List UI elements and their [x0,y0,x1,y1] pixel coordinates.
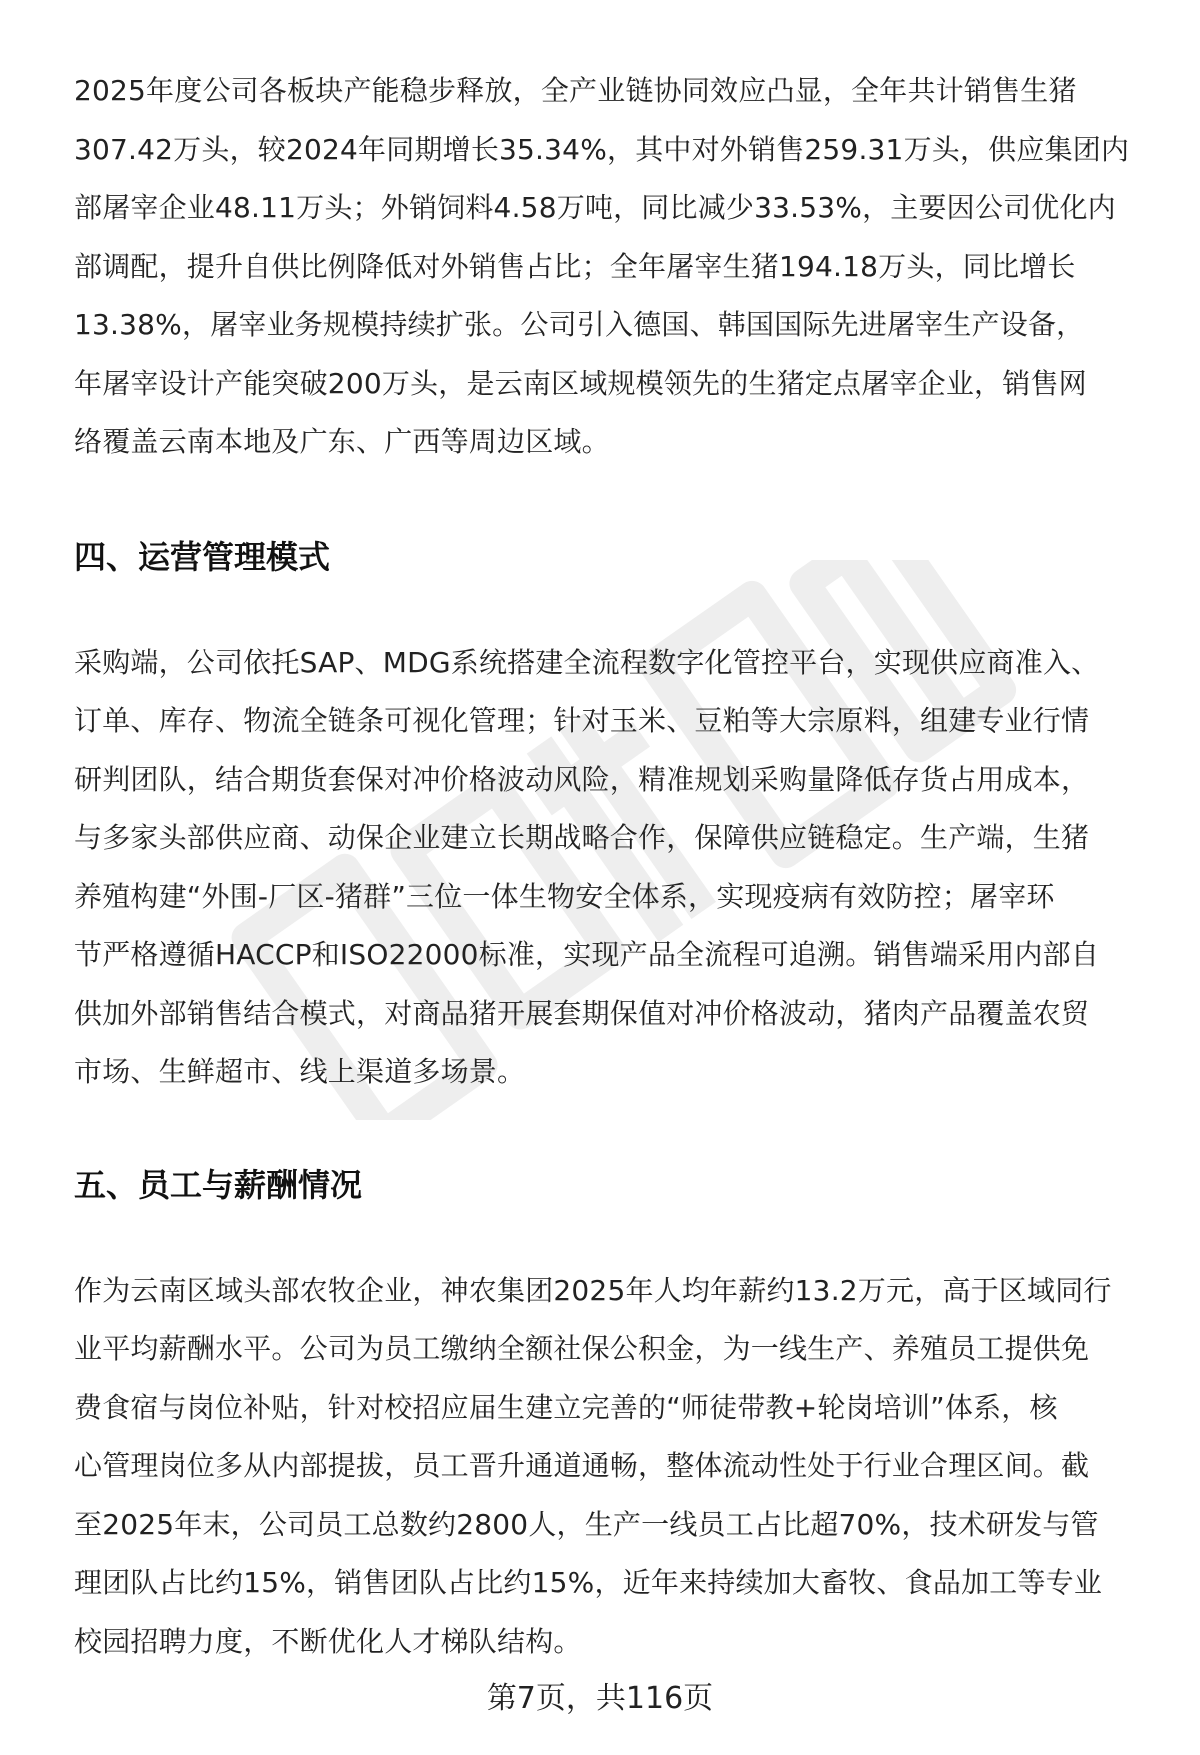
section4-paragraph [74,634,1154,1102]
text-line: 养殖构建“外围-厂区-猪群”三位一体生物安全体系，实现疫病有效防控；屠宰环 [74,879,1055,913]
text-line: 与多家头部供应商、动保企业建立长期战略合作，保障供应链稳定。生产端，生猪 [74,821,1090,854]
text-line: 供加外部销售结合模式，对商品猪开展套期保值对冲价格波动，猪肉产品覆盖农贸 [74,996,1090,1030]
text-line: 部调配，提升自供比例降低对外销售占比；全年屠宰生猪194.18万头，同比增长 [74,249,1076,283]
page-number: 第7页，共116页 [486,1681,714,1716]
section4-heading: 四、运营管理模式 [74,537,331,576]
section3-paragraph [74,62,1154,472]
document-body [74,62,1154,1671]
text-line: 费食宿与岗位补贴，针对校招应届生建立完善的“师徒带教+轮岗培训”体系，核 [74,1390,1058,1424]
text-line: 业平均薪酬水平。公司为员工缴纳全额社保公积金，为一线生产、养殖员工提供免 [74,1332,1090,1365]
text-line: 络覆盖云南本地及广东、广西等周边区域。 [74,425,610,458]
text-line: 节严格遵循HACCP和ISO22000标准，实现产品全流程可追溯。销售端采用内部自 [74,938,1100,971]
text-line: 至2025年末，公司员工总数约2800人，生产一线员工占比超70%，技术研发与管 [74,1507,1099,1541]
text-line: 理团队占比约15%，销售团队占比约15%，近年来持续加大畜牧、食品加工等专业 [74,1566,1103,1599]
text-line: 年屠宰设计产能突破200万头，是云南区域规模领先的生猪定点屠宰企业，销售网 [74,366,1087,400]
text-line: 校园招聘力度，不断优化人才梯队结构。 [74,1624,582,1658]
text-line: 采购端，公司依托SAP、MDG系统搭建全流程数字化管控平台，实现供应商准入、 [74,645,1100,679]
text-line: 订单、库存、物流全链条可视化管理；针对玉米、豆粕等大宗原料，组建专业行情 [74,704,1090,737]
text-line: 市场、生鲜超市、线上渠道多场景。 [74,1055,526,1088]
text-line: 研判团队，结合期货套保对冲价格波动风险，精准规划采购量降低存货占用成本， [74,762,1090,796]
text-line: 13.38%，屠宰业务规模持续扩张。公司引入德国、韩国国际先进屠宰生产设备， [74,308,1085,341]
text-line: 作为云南区域头部农牧企业，神农集团2025年人均年薪约13.2万元，高于区域同行 [74,1273,1112,1307]
text-line: 部屠宰企业48.11万头；外销饲料4.58万吨，同比减少33.53%，主要因公司优化内 [74,191,1116,224]
text-line: 307.42万头，较2024年同期增长35.34%，其中对外销售259.31万头，供应集团内 [74,132,1130,166]
section5-heading: 五、员工与薪酬情况 [74,1165,363,1204]
text-line: 2025年度公司各板块产能稳步释放，全产业链协同效应凸显，全年共计销售生猪 [74,74,1077,107]
text-line: 心管理岗位多从内部提拔，员工晋升通道通畅，整体流动性处于行业合理区间。截 [74,1449,1090,1482]
section5-paragraph [74,1262,1154,1672]
